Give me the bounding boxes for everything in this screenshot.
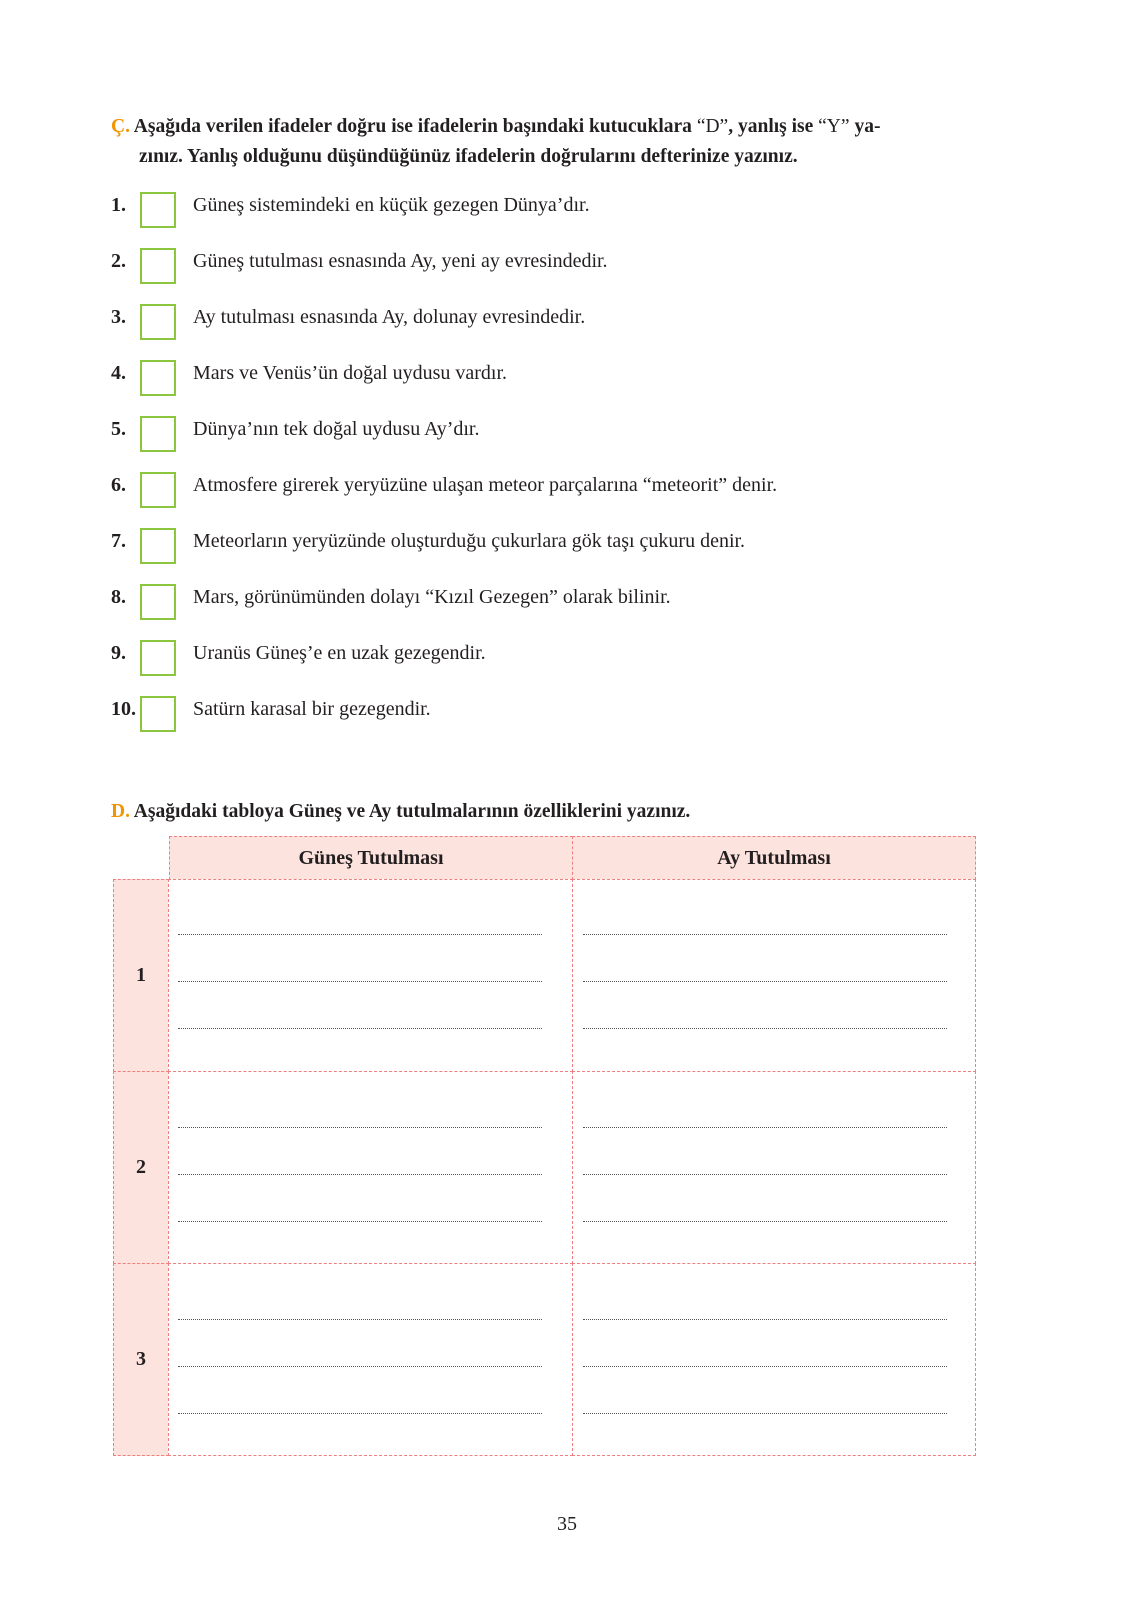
- section-d-letter: D.: [111, 801, 130, 822]
- item-text: Atmosfere girerek yeryüzüne ulaşan meteor parçalarına “meteorit” denir.: [193, 474, 778, 496]
- answer-checkbox[interactable]: [140, 528, 176, 564]
- writing-line: [583, 1413, 947, 1414]
- item-text: Meteorların yeryüzünde oluşturduğu çukurlara gök taşı çukuru denir.: [193, 530, 746, 552]
- item-text: Satürn karasal bir gezegendir.: [193, 698, 431, 720]
- section-c-d-label: “D”: [696, 116, 729, 137]
- writing-line: [178, 1028, 542, 1029]
- writing-line: [583, 1319, 947, 1320]
- item-number: 6.: [111, 474, 126, 496]
- section-c-text-a: Aşağıda verilen ifadeler doğru ise ifadelerin başındaki kutucuklara: [133, 116, 692, 137]
- item-text: Mars ve Venüs’ün doğal uydusu vardır.: [193, 362, 508, 384]
- section-c-letter: Ç.: [111, 116, 130, 137]
- item-number: 9.: [111, 642, 126, 664]
- table-cell-lunar[interactable]: [572, 1263, 976, 1456]
- item-text: Uranüs Güneş’e en uzak gezegendir.: [193, 642, 486, 664]
- column-header-solar-eclipse: Güneş Tutulması: [169, 836, 573, 880]
- writing-line: [178, 1127, 542, 1128]
- section-c-line-1: [111, 112, 991, 142]
- section-c-y-label: “Y”: [818, 116, 850, 137]
- item-number: 1.: [111, 194, 126, 216]
- item-text: Mars, görünümünden dolayı “Kızıl Gezegen” olarak bilinir.: [193, 586, 671, 608]
- writing-line: [583, 1127, 947, 1128]
- table-cell-solar[interactable]: [168, 1263, 573, 1456]
- answer-checkbox[interactable]: [140, 416, 176, 452]
- answer-checkbox[interactable]: [140, 584, 176, 620]
- answer-checkbox[interactable]: [140, 248, 176, 284]
- answer-checkbox[interactable]: [140, 304, 176, 340]
- row-label: 1: [113, 879, 169, 1072]
- item-number: 7.: [111, 530, 126, 552]
- section-c-text-c: ya-: [854, 116, 881, 137]
- writing-line: [178, 1221, 542, 1222]
- item-number: 3.: [111, 306, 126, 328]
- section-c-text-b: , yanlış ise: [728, 116, 814, 137]
- answer-checkbox[interactable]: [140, 640, 176, 676]
- answer-checkbox[interactable]: [140, 360, 176, 396]
- row-label: 3: [113, 1263, 169, 1456]
- item-text: Güneş tutulması esnasında Ay, yeni ay evresindedir.: [193, 250, 608, 272]
- item-text: Ay tutulması esnasında Ay, dolunay evresindedir.: [193, 306, 586, 328]
- table-cell-lunar[interactable]: [572, 879, 976, 1072]
- section-d-text: Aşağıdaki tabloya Güneş ve Ay tutulmalarının özelliklerini yazınız.: [133, 801, 691, 822]
- table-cell-solar[interactable]: [168, 1071, 573, 1264]
- writing-line: [583, 1028, 947, 1029]
- writing-line: [583, 1174, 947, 1175]
- table-cell-lunar[interactable]: [572, 1071, 976, 1264]
- answer-checkbox[interactable]: [140, 192, 176, 228]
- writing-line: [178, 934, 542, 935]
- writing-line: [583, 981, 947, 982]
- item-number: 4.: [111, 362, 126, 384]
- column-header-lunar-eclipse: Ay Tutulması: [572, 836, 976, 880]
- writing-line: [583, 1366, 947, 1367]
- table-cell-solar[interactable]: [168, 879, 573, 1072]
- item-text: Dünya’nın tek doğal uydusu Ay’dır.: [193, 418, 480, 440]
- item-text: Güneş sistemindeki en küçük gezegen Dünya’dır.: [193, 194, 590, 216]
- row-label: 2: [113, 1071, 169, 1264]
- section-c-line-2: zınız. Yanlış olduğunu düşündüğünüz ifadelerin doğrularını defterinize yazınız.: [139, 146, 798, 167]
- writing-line: [178, 1319, 542, 1320]
- item-number: 8.: [111, 586, 126, 608]
- page-number: 35: [557, 1513, 577, 1535]
- answer-checkbox[interactable]: [140, 472, 176, 508]
- section-c-instruction: [111, 112, 991, 172]
- answer-checkbox[interactable]: [140, 696, 176, 732]
- item-number: 2.: [111, 250, 126, 272]
- item-number: 5.: [111, 418, 126, 440]
- writing-line: [178, 1413, 542, 1414]
- writing-line: [178, 1366, 542, 1367]
- writing-line: [583, 1221, 947, 1222]
- section-d-instruction: [111, 797, 690, 827]
- item-number: 10.: [111, 698, 136, 720]
- writing-line: [178, 1174, 542, 1175]
- writing-line: [178, 981, 542, 982]
- writing-line: [583, 934, 947, 935]
